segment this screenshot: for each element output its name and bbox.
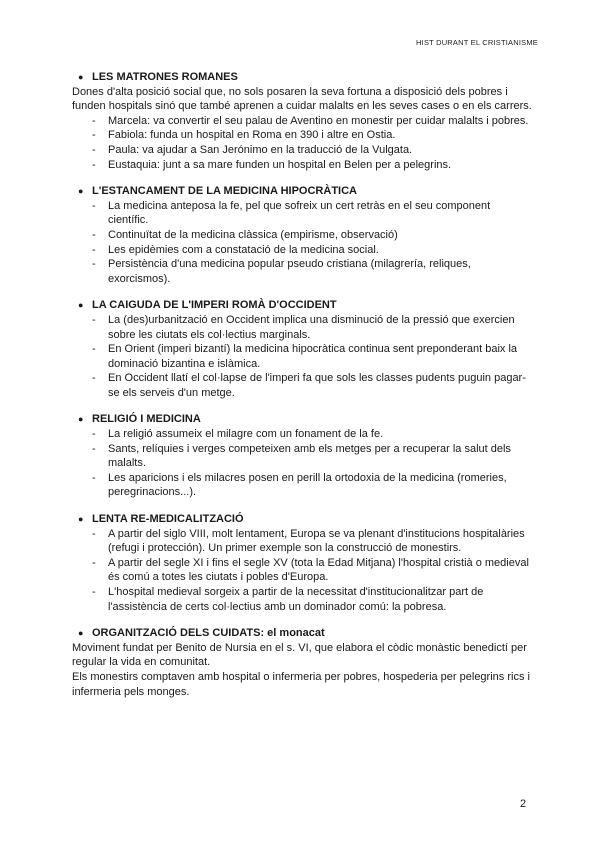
dash-list: [72, 527, 532, 615]
intro-paragraph: Dones d'alta posició social que, no sols posaren la seva fortuna a disposició dels pobres i funden hospitals sinó que també aprenen a cuidar malalts en les seves cases o en els carrers.: [72, 85, 532, 113]
bullet-icon: ●: [78, 628, 84, 639]
list-item-text: Persistència d'una medicina popular pseudo cristiana (milagrería, reliques, exorcismos).: [108, 258, 471, 285]
list-item-text: Marcela: va convertir el seu palau de Aventino en monestir per cuidar malalts i pobres.: [108, 114, 529, 127]
list-item: [72, 228, 532, 243]
list-item-text: A partir del segle XI i fins el segle XV (tota la Edad Mitjana) l'hospital cristià o medieval és comú a totes les ciutats i pobles d'Europa.: [108, 556, 529, 584]
list-item-text: Continuïtat de la medicina clàssica (empirisme, observació): [108, 228, 398, 241]
dash-icon: -: [92, 158, 96, 171]
bullet-icon: ●: [78, 72, 84, 82]
dash-icon: -: [92, 129, 96, 142]
bullet-icon: ●: [78, 414, 84, 425]
bullet-icon: ●: [78, 514, 84, 525]
section-heading: [72, 298, 532, 313]
list-item-text: La religió assumeix el milagre com un fonament de la fe.: [108, 428, 384, 441]
section-heading: [72, 512, 532, 527]
heading-text: LES MATRONES ROMANES: [92, 71, 238, 83]
dash-icon: -: [92, 228, 96, 241]
list-item: [72, 427, 532, 442]
list-item-text: Eustaquia: junt a sa mare funden un hospital en Belen per a pelegrins.: [108, 158, 452, 171]
list-item-text: Les epidèmies com a constatació de la medicina social.: [108, 243, 379, 256]
heading-text: LA CAIGUDA DE L'IMPERI ROMÀ D'OCCIDENT: [92, 299, 337, 312]
section-organitzacio-cuidats: [72, 626, 532, 699]
section-heading: [72, 626, 532, 641]
document-body: [72, 70, 532, 711]
heading-text: RELIGIÓ I MEDICINA: [92, 413, 201, 426]
dash-icon: -: [92, 199, 96, 212]
body-paragraph: Moviment fundat per Benito de Nursia en el s. VI, que elabora el còdic monàstic benedictí per regular la vida en comunitat.: [72, 641, 527, 669]
list-item: [72, 128, 532, 143]
list-item: [72, 114, 532, 129]
dash-icon: -: [92, 313, 96, 326]
list-item-text: Sants, relíquies i verges competeixen amb els metges per a recuperar la salut dels malalts.: [108, 442, 511, 470]
list-item: [72, 471, 532, 500]
bullet-icon: ●: [78, 300, 84, 311]
list-item-text: La (des)urbanització en Occident implica una disminució de la pressió que exercien sobre les ciutats els col·lectius marginals.: [108, 313, 515, 341]
list-item: [72, 585, 532, 614]
dash-icon: -: [92, 428, 96, 441]
list-item-text: Fabiola: funda un hospital en Roma en 390 i altre en Ostia.: [108, 129, 396, 142]
dash-icon: -: [92, 442, 96, 455]
body-paragraph: Els monestirs comptaven amb hospital o infermeria per pobres, hospederia per pelegrins rics i infermeria pels monges.: [72, 670, 530, 698]
dash-icon: -: [92, 556, 96, 569]
bullet-icon: ●: [78, 186, 84, 197]
list-item: [72, 342, 532, 371]
section-heading: [72, 184, 532, 199]
list-item: [72, 527, 532, 556]
list-item: [72, 143, 532, 158]
section-caiguda-imperi: [72, 298, 532, 400]
dash-icon: -: [92, 372, 96, 385]
list-item: [72, 313, 532, 342]
list-item: [72, 199, 532, 228]
heading-text: L'ESTANCAMENT DE LA MEDICINA HIPOCRÀTICA: [92, 185, 357, 198]
dash-icon: -: [92, 343, 96, 356]
dash-list: [72, 427, 532, 500]
dash-icon: -: [92, 114, 96, 127]
list-item: [72, 442, 532, 471]
list-item-text: Les aparicions i els milacres posen en perill la ortodoxia de la medicina (romeries, peregrinacions...).: [108, 471, 507, 499]
section-matrones-romanes: [72, 70, 532, 172]
section-heading: [72, 412, 532, 427]
dash-icon: -: [92, 527, 96, 540]
list-item: [72, 371, 532, 400]
list-item: [72, 243, 532, 258]
dash-list: [72, 313, 532, 401]
list-item: [72, 257, 532, 286]
list-item: [72, 158, 532, 173]
heading-text: ORGANITZACIÓ DELS CUIDATS: el monacat: [92, 627, 325, 640]
dash-icon: -: [92, 471, 96, 484]
page-number: 2: [520, 798, 527, 810]
dash-list: [72, 199, 532, 287]
section-heading: [72, 70, 532, 85]
dash-icon: -: [92, 243, 96, 256]
dash-icon: -: [92, 586, 96, 598]
section-re-medicalitzacio: [72, 512, 532, 614]
list-item-text: En Orient (imperi bizantí) la medicina hipocràtica continua sent preponderant baix la dominació bizantina e islàmica.: [108, 343, 518, 370]
list-item-text: A partir del siglo VIII, molt lentament, Europa se va plenant d'institucions hospitalàries (refugi i protección). Un primer exemple son la construcció de monestirs.: [108, 527, 525, 555]
list-item-text: Paula: va ajudar a San Jerónimo en la traducció de la Vulgata.: [108, 143, 413, 156]
section-religio-medicina: [72, 412, 532, 500]
running-header: HIST DURANT EL CRISTIANISME: [416, 38, 538, 47]
dash-icon: -: [92, 258, 96, 271]
list-item-text: La medicina anteposa la fe, pel que sofreix un cert retràs en el seu component científic.: [108, 199, 491, 227]
list-item: [72, 556, 532, 585]
list-item-text: En Occident llatí el col·lapse de l'imperi fa que sols les classes pudents puguin pagar-se els serveis d'un metge.: [108, 372, 526, 399]
dash-list: [72, 114, 532, 172]
list-item-text: L'hospital medieval sorgeix a partir de la necessitat d'institucionalitzar part de l'assistència de certs col·lectius amb un dominador comú: la pobresa.: [108, 586, 484, 613]
heading-text: LENTA RE-MEDICALITZACIÓ: [92, 513, 244, 526]
dash-icon: -: [92, 143, 96, 156]
section-estancament-medicina: [72, 184, 532, 286]
